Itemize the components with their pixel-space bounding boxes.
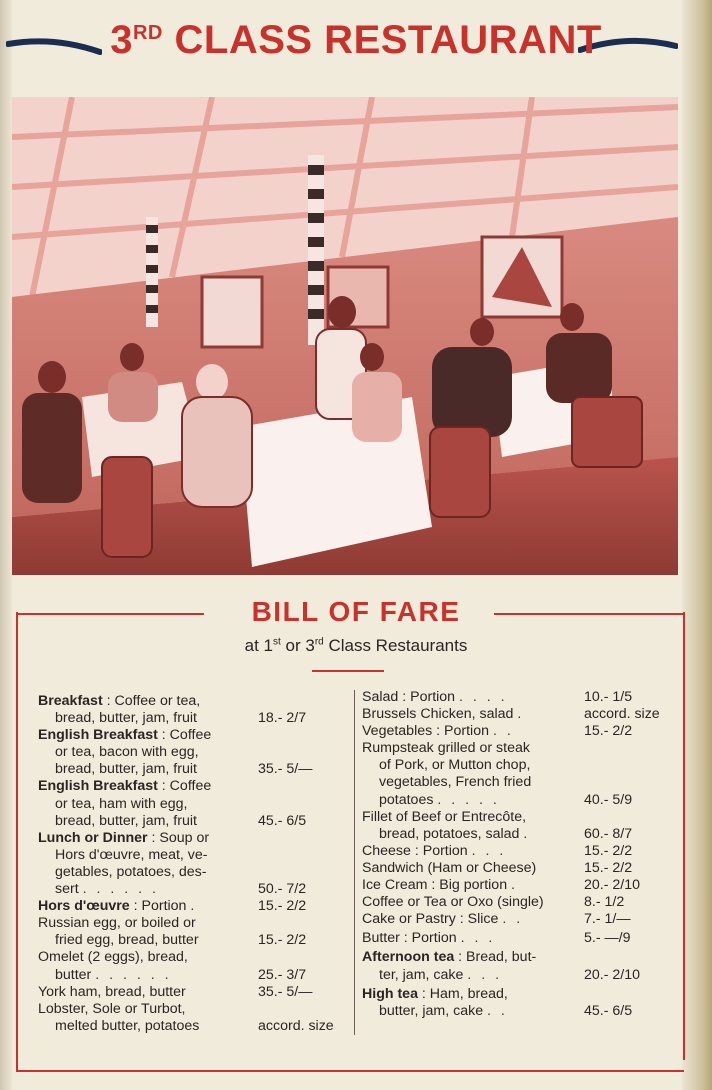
leader-dots: . . . . . . xyxy=(95,966,172,983)
menu-item-category: Breakfast xyxy=(38,693,103,709)
subtitle-part: or 3 xyxy=(280,636,315,655)
menu-item-line: of Pork, or Mutton chop, xyxy=(379,757,531,774)
leader-dots: . . xyxy=(502,911,524,928)
menu-item-text: : Portion xyxy=(129,898,187,915)
menu-item-text: Butter : Portion xyxy=(362,930,457,947)
title-main: CLASS RESTAURANT xyxy=(174,18,602,62)
leader-dots: . . . . . xyxy=(437,791,500,808)
subtitle-part: Class Restaurants xyxy=(323,636,468,655)
menu-item xyxy=(362,930,672,947)
leader-dots: . . . . xyxy=(459,689,508,705)
menu-item-line: bread, butter, jam, fruit xyxy=(55,761,197,778)
menu-item-line: butter, jam, cake . . xyxy=(379,1002,508,1019)
menu-item-text: Brussels Chicken, salad xyxy=(362,706,514,723)
menu-item-text: Lobster, Sole or Turbot, xyxy=(38,1000,186,1017)
menu-item-line: potatoes . . . . . xyxy=(379,791,500,808)
menu-item-line xyxy=(38,915,348,932)
menu-item xyxy=(38,898,348,915)
leader-dots: . . . xyxy=(471,842,507,859)
subtitle-underline xyxy=(312,670,384,672)
menu-item-text: Rumpsteak grilled or steak xyxy=(362,740,530,757)
page-title xyxy=(0,18,712,63)
menu-item-line: bread, butter, jam, fruit xyxy=(55,710,197,727)
menu-item xyxy=(38,727,348,778)
frame-right-rule xyxy=(683,612,685,1060)
frame-left-rule xyxy=(16,612,18,1072)
menu-item-line xyxy=(38,1001,348,1018)
menu-item-price: 8.- 1/2 xyxy=(584,894,625,911)
menu-item-line: bread, potatoes, salad . xyxy=(379,825,531,842)
menu-item-category: Hors d'œuvre xyxy=(38,898,130,915)
menu-item xyxy=(38,830,348,898)
menu-item-category: English Breakfast xyxy=(38,778,158,795)
subtitle-sup: st xyxy=(273,636,281,648)
leader-dots: . xyxy=(190,898,198,915)
menu-item-line xyxy=(362,740,672,757)
menu-item-text: Omelet (2 eggs), bread, xyxy=(38,949,188,966)
menu-item-text: : Coffee or tea, xyxy=(102,693,201,709)
menu-item-text: : Coffee xyxy=(157,727,212,744)
menu-item-line: butter . . . . . . xyxy=(55,966,172,983)
menu-item-price: 35.- 5/— xyxy=(258,983,313,1000)
menu-item xyxy=(362,877,672,894)
menu-item-line: or tea, ham with egg, xyxy=(55,795,188,812)
menu-left-column xyxy=(38,693,348,1035)
menu-item-text: : Coffee xyxy=(157,778,212,795)
menu-item-price: 25.- 3/7 xyxy=(258,966,307,983)
menu-item-price: accord. size xyxy=(258,1017,334,1034)
menu-item-line xyxy=(38,693,348,710)
menu-item-price: 50.- 7/2 xyxy=(258,881,307,898)
menu-item xyxy=(362,706,672,723)
column-divider xyxy=(354,690,355,1035)
page-left-edge xyxy=(0,0,12,1090)
menu-item xyxy=(362,740,672,808)
restaurant-illustration xyxy=(12,97,678,575)
menu-item-category: High tea xyxy=(362,985,418,1002)
menu-item xyxy=(362,809,672,843)
menu-item-line: getables, potatoes, des- xyxy=(55,863,207,880)
subtitle-part: at 1 xyxy=(244,636,273,655)
menu-item-line: fried egg, bread, butter xyxy=(55,932,199,949)
leader-dots: . . . . . . xyxy=(82,881,159,898)
bill-of-fare-subtitle xyxy=(0,636,712,656)
menu-item-text: Ice Cream : Big portion xyxy=(362,877,508,894)
menu-item xyxy=(38,693,348,727)
menu-item xyxy=(38,984,348,1001)
menu-item-text: Vegetables : Portion xyxy=(362,723,489,740)
menu-item-price: 45.- 6/5 xyxy=(584,1002,633,1019)
title-superscript: RD xyxy=(132,22,163,44)
menu-item-price: 18.- 2/7 xyxy=(258,710,307,727)
menu-item-line xyxy=(38,830,348,847)
menu-item-text: Russian egg, or boiled or xyxy=(38,915,196,932)
menu-item-price: 20.- 2/10 xyxy=(584,966,641,983)
menu-item xyxy=(362,949,672,983)
menu-item-category: English Breakfast xyxy=(38,727,158,744)
menu-item xyxy=(362,986,672,1020)
menu-item-line: or tea, bacon with egg, xyxy=(55,744,199,761)
menu-item-price: 45.- 6/5 xyxy=(258,812,307,829)
menu-item-line xyxy=(362,986,672,1003)
menu-item xyxy=(362,894,672,911)
menu-item xyxy=(362,843,672,860)
menu-item-price: 15.- 2/2 xyxy=(258,932,307,949)
title-prefix: 3 xyxy=(110,18,133,62)
menu-item-line: vegetables, French fried xyxy=(379,774,532,791)
menu-item xyxy=(38,949,348,983)
menu-item-text: Cake or Pastry : Slice xyxy=(362,911,499,928)
menu-item-line xyxy=(362,809,672,826)
menu-item-line: sert . . . . . . xyxy=(55,881,159,898)
menu-item-price: 35.- 5/— xyxy=(258,761,313,778)
menu-item-price: 40.- 5/9 xyxy=(584,791,633,808)
restaurant-scene xyxy=(12,97,678,575)
leader-dots: . . xyxy=(487,1002,508,1019)
leader-dots: . . . xyxy=(467,966,503,983)
menu-right-column xyxy=(362,689,672,1020)
menu-item-price: 5.- —/9 xyxy=(584,930,631,947)
menu-item-line: bread, butter, jam, fruit xyxy=(55,812,197,829)
menu-item-text: Sandwich (Ham or Cheese) xyxy=(362,859,537,876)
menu-item-text: : Ham, bread, xyxy=(417,985,508,1002)
menu-item-price: 60.- 8/7 xyxy=(584,825,633,842)
menu-item-line: Hors d'œuvre, meat, ve- xyxy=(55,846,208,863)
frame-bottom-rule xyxy=(16,1070,684,1072)
menu-item-price: 20.- 2/10 xyxy=(584,877,641,894)
menu-item-text: Coffee or Tea or Oxo (single) xyxy=(362,894,544,911)
menu-item-category: Lunch or Dinner xyxy=(38,829,148,846)
subtitle-sup: rd xyxy=(314,636,324,648)
leader-dots: . xyxy=(511,877,518,894)
menu-item-line xyxy=(362,894,672,911)
menu-item-price: 15.- 2/2 xyxy=(258,898,307,915)
menu-item xyxy=(38,778,348,829)
menu-item-price: 15.- 2/2 xyxy=(584,842,633,859)
bill-of-fare-title: BILL OF FARE xyxy=(251,596,461,627)
menu-item xyxy=(362,860,672,877)
leader-dots: . . xyxy=(492,723,514,740)
menu-item-text: Cheese : Portion xyxy=(362,842,468,859)
menu-item xyxy=(362,689,672,706)
menu-item-price: 7.- 1/— xyxy=(584,911,631,928)
menu-item-price: 15.- 2/2 xyxy=(584,859,633,876)
leader-dots: . . . xyxy=(460,930,496,947)
leader-dots: . xyxy=(523,825,531,842)
menu-item-text: : Soup or xyxy=(147,829,210,846)
menu-item-line xyxy=(38,727,348,744)
menu-item xyxy=(362,911,672,928)
menu-item-line xyxy=(362,949,672,966)
leader-dots: . xyxy=(517,706,525,723)
menu-item-text: : Bread, but- xyxy=(454,949,537,966)
menu-item xyxy=(38,915,348,949)
menu-item-price: 15.- 2/2 xyxy=(584,723,633,740)
menu-item-line: ter, jam, cake . . . xyxy=(379,966,503,983)
menu-item xyxy=(362,723,672,740)
menu-item-text: Salad : Portion xyxy=(362,689,456,705)
menu-item-line: melted butter, potatoes xyxy=(55,1017,200,1034)
menu-item-text: Fillet of Beef or Entrecôte, xyxy=(362,808,527,825)
menu-item-price: 10.- 1/5 xyxy=(584,689,633,705)
menu-item-text: York ham, bread, butter xyxy=(38,983,186,1000)
menu-item-line xyxy=(38,949,348,966)
menu-item-price: accord. size xyxy=(584,706,660,723)
menu-item xyxy=(38,1001,348,1035)
menu-item-category: Afternoon tea xyxy=(362,949,455,966)
page-right-edge xyxy=(682,0,712,1090)
menu-item-line xyxy=(38,778,348,795)
